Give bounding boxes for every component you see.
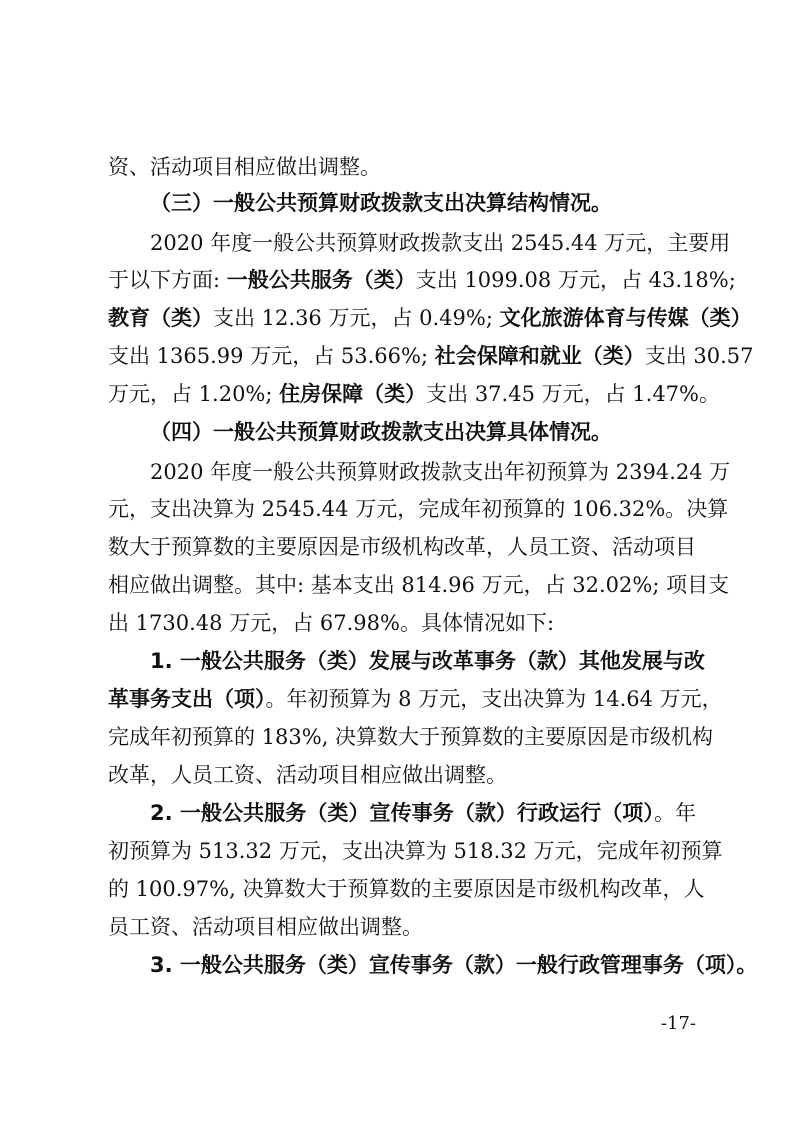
item-2-heading: 2. 一般公共服务（类）宣传事务（款）行政运行（项）。年 <box>150 801 697 825</box>
text-line: 万元，占 1.20%; 住房保障（类）支出 37.45 万元，占 1.47%。 <box>108 382 720 406</box>
text-line: 革事务支出（项）。年初预算为 8 万元，支出决算为 14.64 万元， <box>108 687 723 711</box>
text-line: 于以下方面: 一般公共服务（类）支出 1099.08 万元，占 43.18%; <box>108 268 736 292</box>
text-line: 相应做出调整。其中: 基本支出 814.96 万元，占 32.02%; 项目支 <box>108 573 730 597</box>
text-line: 员工资、活动项目相应做出调整。 <box>108 915 423 939</box>
section-heading-4: （四）一般公共预算财政拨款支出决算具体情况。 <box>150 420 612 444</box>
text-line: 元，支出决算为 2545.44 万元，完成年初预算的 106.32%。决算 <box>108 497 729 521</box>
text-line: 完成年初预算的 183%, 决算数大于预算数的主要原因是市级机构 <box>108 725 714 749</box>
text-line: 2020 年度一般公共预算财政拨款支出年初预算为 2394.24 万 <box>150 460 731 484</box>
text-line: 的 100.97%, 决算数大于预算数的主要原因是市级机构改革，人 <box>108 877 705 901</box>
text-line: 支出 1365.99 万元，占 53.66%; 社会保障和就业（类）支出 30.57 <box>108 344 754 368</box>
section-heading-3: （三）一般公共预算财政拨款支出决算结构情况。 <box>150 191 612 215</box>
text-line: 初预算为 513.32 万元，支出决算为 518.32 万元，完成年初预算 <box>108 839 723 863</box>
text-line: 资、活动项目相应做出调整。 <box>108 155 381 179</box>
page-number: -17- <box>660 1013 696 1034</box>
text-line: 数大于预算数的主要原因是市级机构改革，人员工资、活动项目 <box>108 535 696 559</box>
text-line: 教育（类）支出 12.36 万元，占 0.49%; 文化旅游体育与传媒（类） <box>108 306 752 330</box>
text-line: 出 1730.48 万元，占 67.98%。具体情况如下: <box>108 611 555 635</box>
text-line: 改革，人员工资、活动项目相应做出调整。 <box>108 763 507 787</box>
item-3-heading: 3. 一般公共服务（类）宣传事务（款）一般行政管理事务（项）。 <box>150 953 758 977</box>
text-line: 2020 年度一般公共预算财政拨款支出 2545.44 万元，主要用 <box>150 231 731 255</box>
item-1-heading: 1. 一般公共服务（类）发展与改革事务（款）其他发展与改 <box>150 649 705 673</box>
